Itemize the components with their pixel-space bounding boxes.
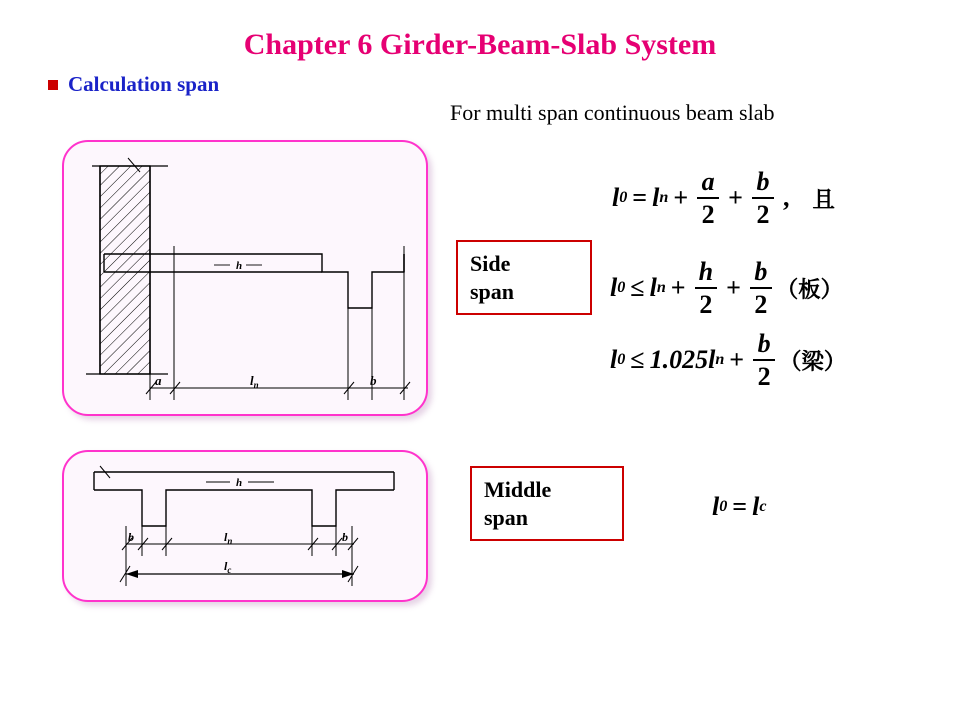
formula-slab-inequality — [610, 258, 843, 319]
middle-span-figure-panel — [62, 450, 428, 602]
formula3-lhs-sub: 0 — [617, 351, 626, 369]
svg-text:ln: $l_n$ — [250, 373, 259, 390]
page-title: Chapter 6 Girder-Beam-Slab System — [243, 28, 717, 61]
formula1-eq: = — [632, 183, 648, 213]
formula1-plus1: + — [673, 183, 689, 213]
formula1-plus2: + — [728, 183, 743, 213]
formula-side-span-equality — [612, 168, 835, 229]
formula2-frac2-num: b — [754, 257, 768, 286]
bullet-label: Calculation span — [68, 72, 220, 96]
bullet-row — [48, 72, 219, 97]
side-span-figure-panel — [62, 140, 428, 416]
svg-text:b: b — [342, 530, 348, 544]
formula3-coefficient: 1.025 — [649, 345, 709, 375]
fraction-bar — [753, 359, 775, 361]
formula2-fraction-b-2 — [750, 258, 772, 319]
formula3-term1: l — [708, 345, 716, 375]
formula2-term1: l — [649, 273, 657, 303]
side-span-label-box — [456, 240, 592, 315]
formula1-comma: , — [782, 183, 790, 213]
formula4-rhs: l — [752, 492, 760, 521]
formula1-term1-sub: n — [659, 189, 669, 207]
formula2-plus1: + — [670, 273, 686, 303]
formula2-relation: ≤ — [630, 273, 645, 303]
svg-text:a: a — [155, 373, 162, 388]
formula2-frac1-den: 2 — [699, 290, 713, 320]
formula3-lhs: l — [610, 345, 618, 375]
fraction-bar — [750, 287, 772, 289]
formula3-frac-den: 2 — [757, 362, 771, 392]
formula1-lhs-sub: 0 — [619, 189, 628, 207]
formula3-relation: ≤ — [630, 345, 645, 375]
formula2-lhs-sub: 0 — [617, 279, 626, 297]
formula4-eq: = — [732, 492, 748, 521]
middle-span-label-line1: Middle — [484, 477, 552, 502]
formula1-term1: l — [652, 183, 660, 213]
svg-text:h: h — [236, 477, 243, 489]
formula3-plus: + — [729, 345, 745, 375]
formula1-frac2-den: 2 — [756, 200, 770, 230]
svg-text:b: b — [370, 373, 377, 388]
fraction-bar — [697, 197, 719, 199]
side-span-label-line2: span — [470, 278, 515, 304]
formula2-frac1-num: h — [698, 257, 714, 286]
middle-span-label-line2: span — [484, 504, 529, 530]
formula-middle-span-equality — [712, 492, 767, 522]
formula4-lhs-sub: 0 — [719, 498, 728, 515]
formula4-rhs-sub: c — [759, 498, 767, 515]
formula1-frac1-den: 2 — [701, 200, 715, 230]
formula3-fraction-b-2 — [753, 330, 775, 391]
formula2-lhs: l — [610, 273, 618, 303]
svg-text:h: h — [236, 260, 243, 272]
formula3-tail-beam: （梁） — [779, 349, 847, 376]
formula1-cjk-qie: 且 — [812, 187, 835, 214]
svg-text:b: b — [128, 530, 134, 544]
middle-span-label-box — [470, 466, 624, 541]
formula1-fraction-b-2 — [752, 168, 774, 229]
formula1-fraction-a-2 — [697, 168, 719, 229]
formula2-term1-sub: n — [656, 279, 666, 297]
formula3-term1-sub: n — [715, 351, 725, 369]
formula1-lhs: l — [612, 183, 620, 213]
middle-span-diagram — [64, 452, 422, 596]
formula1-frac1-num: a — [701, 167, 715, 196]
formula2-tail-slab: （板） — [775, 277, 843, 304]
side-span-diagram — [64, 142, 422, 410]
intro-text: For multi span continuous beam slab — [450, 100, 775, 125]
fraction-bar — [752, 197, 774, 199]
side-span-label-line1: Side — [470, 251, 511, 276]
formula2-fraction-h-2 — [695, 258, 717, 319]
formula2-frac2-den: 2 — [754, 290, 768, 320]
fraction-bar — [695, 287, 717, 289]
formula3-frac-num: b — [757, 329, 771, 358]
formula2-plus2: + — [726, 273, 741, 303]
formula1-frac2-num: b — [756, 167, 770, 196]
svg-text:ln: $l_n$ — [224, 530, 233, 546]
svg-text:lc: $l_c$ — [224, 559, 232, 575]
square-bullet-icon — [48, 80, 58, 90]
formula4-lhs: l — [712, 492, 720, 521]
formula-beam-inequality — [610, 330, 846, 391]
